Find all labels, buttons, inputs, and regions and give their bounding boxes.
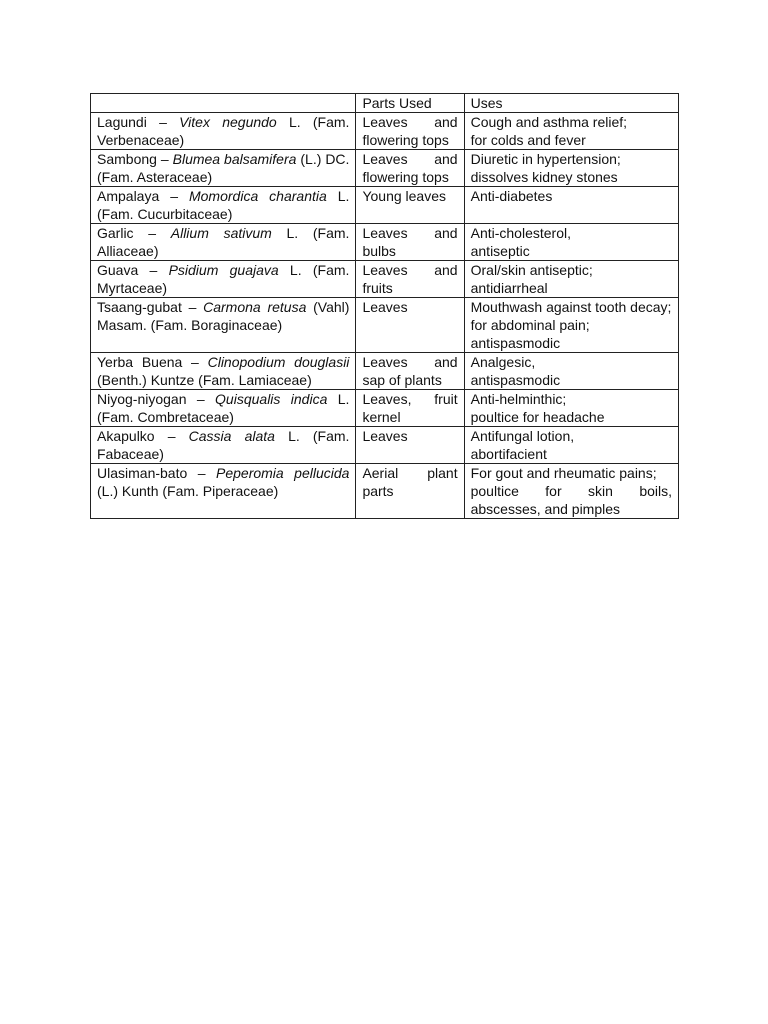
- uses-cell: [464, 150, 678, 187]
- common-name: Yerba Buena: [97, 354, 183, 370]
- parts-used-cell: Leaves: [356, 298, 464, 353]
- uses-cell: [464, 261, 678, 298]
- taxonomic-authority: (L.) Kunth (Fam. Piperaceae): [97, 483, 279, 499]
- table-row: [91, 224, 679, 261]
- common-name: Garlic: [97, 225, 134, 241]
- use-entry: antispasmodic: [470, 335, 561, 351]
- table-row: [91, 464, 679, 519]
- table-row: [91, 187, 679, 224]
- table-row: [91, 353, 679, 390]
- common-name: Tsaang-gubat: [97, 299, 182, 315]
- use-entry: Diuretic in hypertension;: [470, 151, 621, 167]
- use-entry: Anti-cholesterol,: [470, 225, 571, 241]
- taxonomic-authority: L. (Fam. Verbenaceae): [97, 114, 350, 148]
- taxonomic-authority: L. (Fam. Combretaceae): [97, 391, 350, 425]
- scientific-name: Blumea balsamifera: [172, 151, 297, 167]
- name-separator: –: [156, 151, 173, 167]
- table-row: [91, 261, 679, 298]
- use-entry: antidiarrheal: [470, 280, 548, 296]
- taxonomic-authority: (L.) DC. (Fam. Asteraceae): [97, 151, 350, 185]
- use-entry: Mouthwash against tooth decay;: [470, 299, 672, 315]
- common-name: Guava: [97, 262, 139, 278]
- uses-cell: [464, 113, 678, 150]
- use-entry: for colds and fever: [470, 132, 586, 148]
- name-separator: –: [181, 299, 204, 315]
- uses-cell: [464, 353, 678, 390]
- use-entry: abortifacient: [470, 446, 547, 462]
- parts-used-cell: Leaves, fruit kernel: [356, 390, 464, 427]
- taxonomic-authority: L. (Fam. Myrtaceae): [97, 262, 350, 296]
- use-entry: Oral/skin antiseptic;: [470, 262, 593, 278]
- parts-used-cell: Aerial plant parts: [356, 464, 464, 519]
- scientific-name: Carmona retusa: [203, 299, 307, 315]
- use-entry: Anti-diabetes: [470, 188, 553, 204]
- name-separator: –: [133, 225, 171, 241]
- plant-name-cell: [91, 150, 356, 187]
- taxonomic-authority: (Vahl) Masam. (Fam. Boraginaceae): [97, 299, 350, 333]
- uses-cell: [464, 187, 678, 224]
- plant-name-cell: [91, 427, 356, 464]
- table-body: [91, 113, 679, 519]
- parts-used-cell: Leaves: [356, 427, 464, 464]
- use-entry: poultice for headache: [470, 409, 605, 425]
- name-separator: –: [154, 428, 189, 444]
- table-row: [91, 113, 679, 150]
- use-entry: for abdominal pain;: [470, 317, 590, 333]
- common-name: Ampalaya: [97, 188, 160, 204]
- name-separator: –: [187, 465, 216, 481]
- scientific-name: Cassia alata: [188, 428, 275, 444]
- common-name: Akapulko: [97, 428, 155, 444]
- use-entry: Antifungal lotion,: [470, 428, 575, 444]
- name-separator: –: [146, 114, 180, 130]
- common-name: Niyog-niyogan: [97, 391, 187, 407]
- name-separator: –: [186, 391, 216, 407]
- uses-cell: [464, 298, 678, 353]
- taxonomic-authority: (Benth.) Kuntze (Fam. Lamiaceae): [97, 372, 312, 388]
- common-name: Lagundi: [97, 114, 147, 130]
- common-name: Ulasiman-bato: [97, 465, 188, 481]
- uses-cell: [464, 427, 678, 464]
- scientific-name: Allium sativum: [170, 225, 272, 241]
- scientific-name: Quisqualis indica: [215, 391, 328, 407]
- parts-used-cell: Leaves and bulbs: [356, 224, 464, 261]
- scientific-name: Momordica charantia: [188, 188, 327, 204]
- uses-cell: [464, 390, 678, 427]
- scientific-name: Clinopodium douglasii: [207, 354, 350, 370]
- header-uses: Uses: [464, 94, 678, 113]
- taxonomic-authority: L. (Fam. Cucurbitaceae): [97, 188, 350, 222]
- uses-cell: [464, 224, 678, 261]
- table-header-row: [91, 94, 679, 113]
- taxonomic-authority: L. (Fam. Fabaceae): [97, 428, 350, 462]
- name-separator: –: [159, 188, 189, 204]
- parts-used-cell: Leaves and fruits: [356, 261, 464, 298]
- table-row: [91, 150, 679, 187]
- taxonomic-authority: L. (Fam. Alliaceae): [97, 225, 350, 259]
- scientific-name: Psidium guajava: [168, 262, 279, 278]
- parts-used-cell: Leaves and flowering tops: [356, 113, 464, 150]
- table-row: [91, 427, 679, 464]
- plant-name-cell: [91, 187, 356, 224]
- common-name: Sambong: [97, 151, 157, 167]
- use-entry: poultice for skin boils, abscesses, and pimples: [470, 483, 672, 517]
- plant-name-cell: [91, 298, 356, 353]
- name-separator: –: [138, 262, 169, 278]
- uses-cell: [464, 464, 678, 519]
- use-entry: Anti-helminthic;: [470, 391, 567, 407]
- plant-name-cell: [91, 113, 356, 150]
- parts-used-cell: Leaves and flowering tops: [356, 150, 464, 187]
- plant-name-cell: [91, 390, 356, 427]
- plant-name-cell: [91, 353, 356, 390]
- table-row: [91, 298, 679, 353]
- scientific-name: Peperomia pellucida: [216, 465, 350, 481]
- plant-name-cell: [91, 224, 356, 261]
- table-row: [91, 390, 679, 427]
- use-entry: antiseptic: [470, 243, 530, 259]
- use-entry: antispasmodic: [470, 372, 561, 388]
- name-separator: –: [182, 354, 208, 370]
- use-entry: dissolves kidney stones: [470, 169, 618, 185]
- header-parts-used: Parts Used: [356, 94, 464, 113]
- parts-used-cell: Young leaves: [356, 187, 464, 224]
- use-entry: Cough and asthma relief;: [470, 114, 628, 130]
- header-plant: [91, 94, 356, 113]
- plant-name-cell: [91, 261, 356, 298]
- scientific-name: Vitex negundo: [179, 114, 277, 130]
- use-entry: Analgesic,: [470, 354, 536, 370]
- herbal-medicine-table: [90, 93, 679, 519]
- plant-name-cell: [91, 464, 356, 519]
- use-entry: For gout and rheumatic pains;: [470, 465, 657, 481]
- parts-used-cell: Leaves and sap of plants: [356, 353, 464, 390]
